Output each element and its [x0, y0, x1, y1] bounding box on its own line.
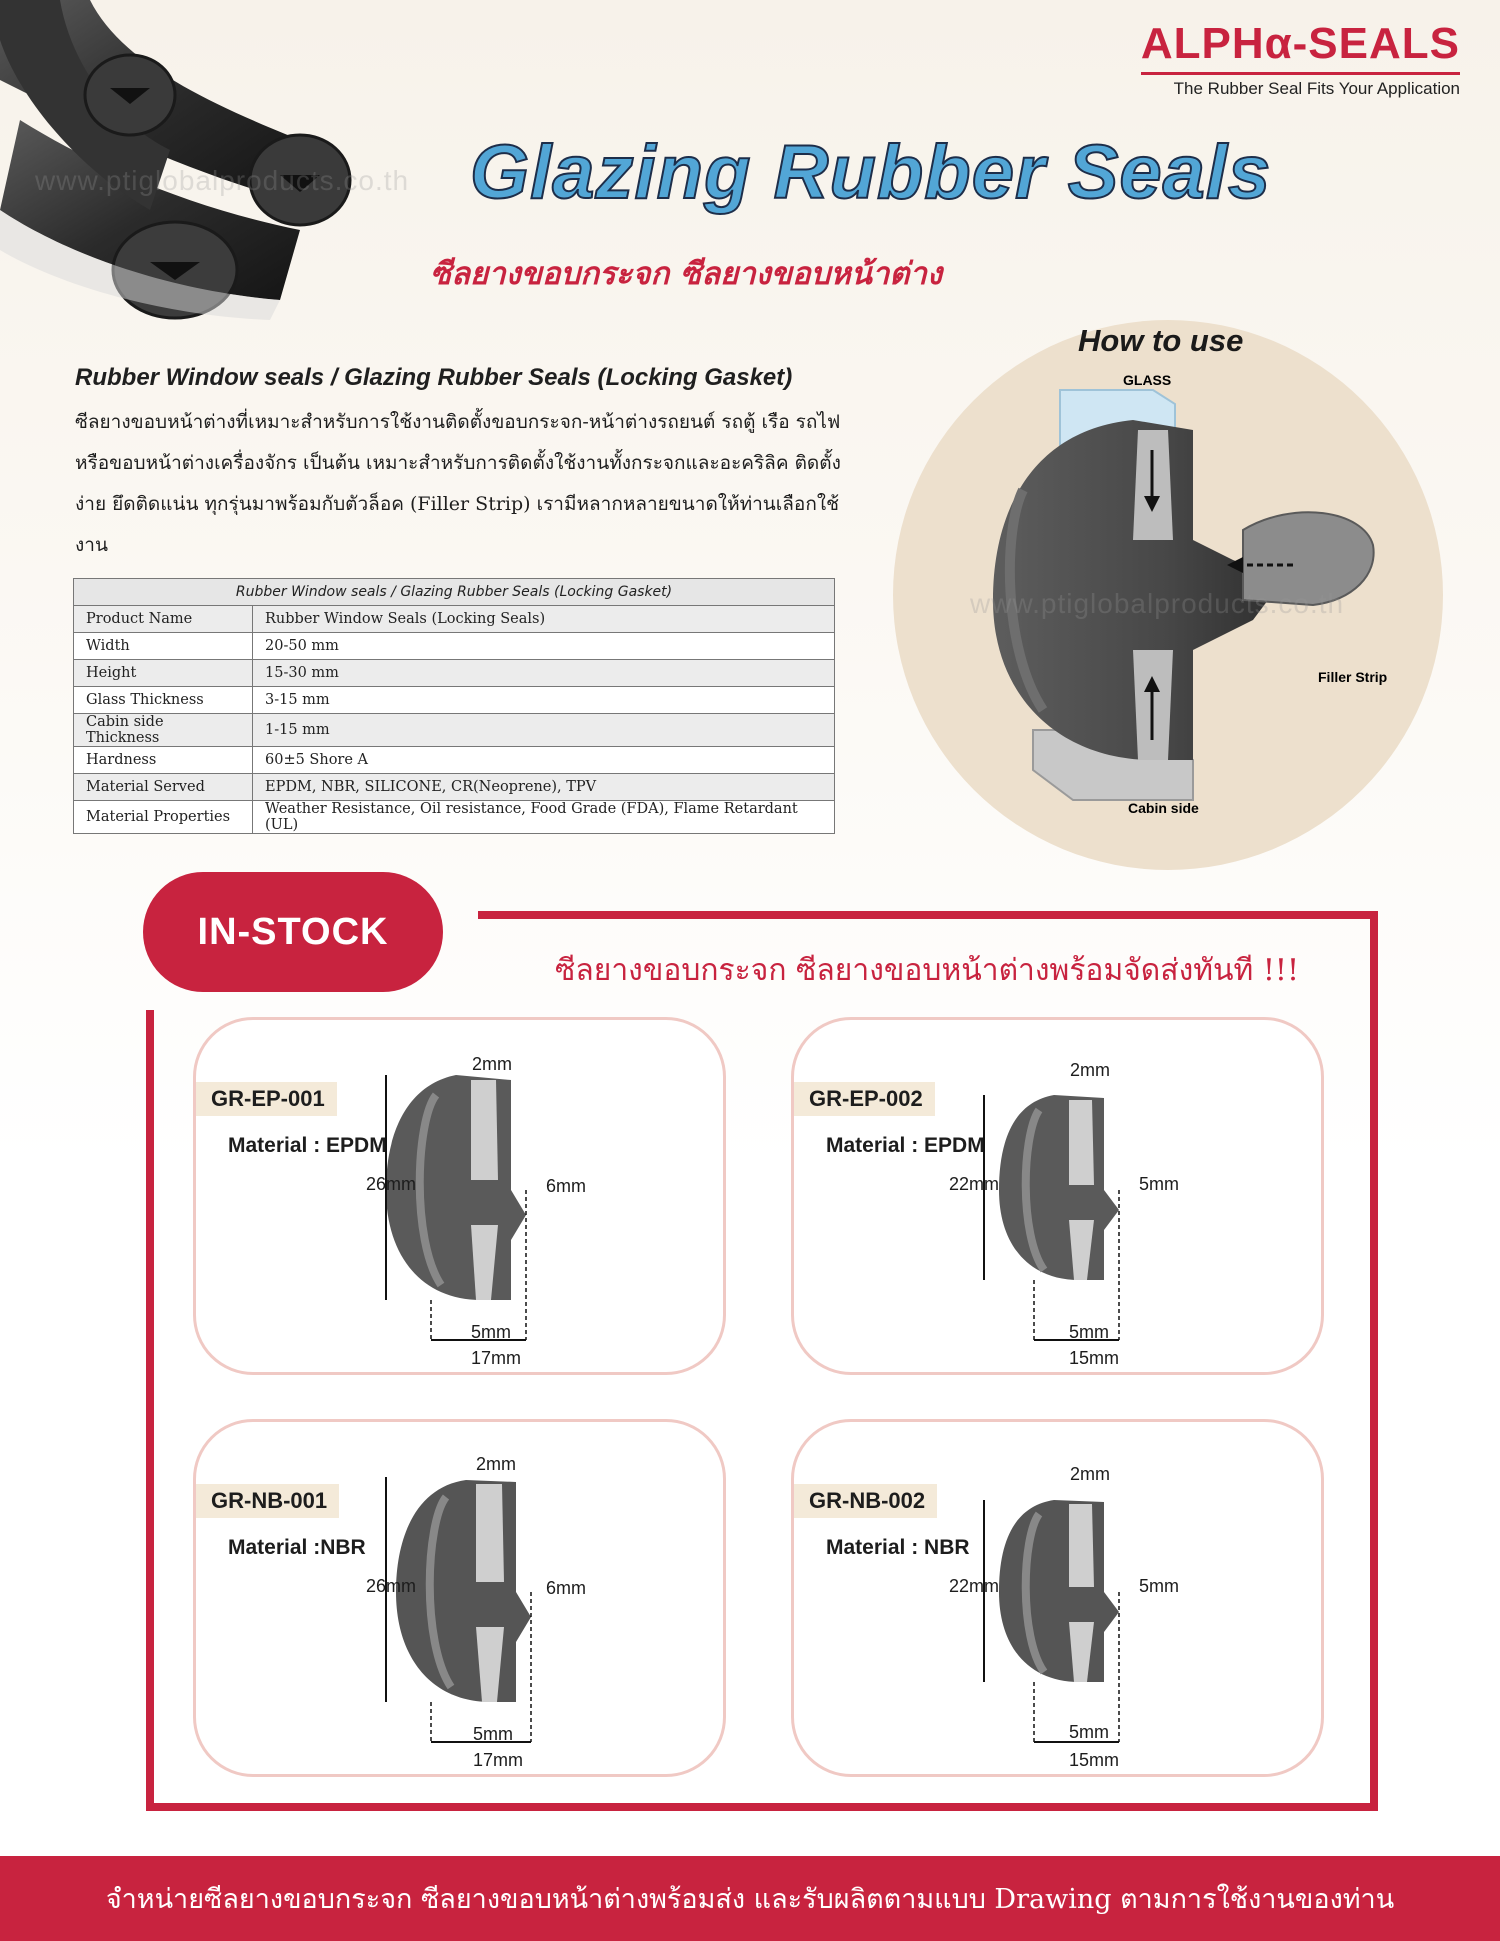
brand-name: ALPHα-SEALS: [1140, 19, 1460, 68]
footer-text: จำหน่ายซีลยางขอบกระจก ซีลยางขอบหน้าต่างพร้อมส่ง และรับผลิตตามแบบ Drawing ตามการใช้งานของท่าน: [105, 1884, 1395, 1915]
dim-width: 17mm: [473, 1750, 524, 1770]
spec-label: Height: [74, 660, 253, 687]
page-title: Glazing Rubber Seals: [470, 130, 1272, 215]
cabin-side-label: Cabin side: [1128, 800, 1199, 816]
spec-row: [74, 660, 835, 687]
product-code: GR-NB-002: [794, 1484, 937, 1518]
spec-row: [74, 801, 835, 834]
spec-label: Glass Thickness: [74, 687, 253, 714]
spec-label: Material Properties: [74, 801, 253, 834]
spec-row: [74, 774, 835, 801]
product-profile-drawing: [949, 1040, 1304, 1368]
spec-table: [73, 578, 835, 834]
instock-badge: IN-STOCK: [143, 872, 443, 992]
dim-side: 6mm: [546, 1578, 586, 1598]
instock-note: ซีลยางขอบกระจก ซีลยางขอบหน้าต่างพร้อมจัดส่งทันที !!!: [555, 953, 1300, 988]
watermark-text: www.ptiglobalproducts.co.th: [35, 165, 410, 196]
spec-table-caption-row: [74, 579, 835, 606]
spec-value: 60±5 Shore A: [253, 747, 835, 774]
dim-height: 26mm: [366, 1174, 417, 1194]
intro-body: ซีลยางขอบหน้าต่างที่เหมาะสำหรับการใช้งานติดตั้งขอบกระจก-หน้าต่างรถยนต์ รถตู้ เรือ รถไฟ หรือขอบหน้าต่างเครื่องจักร เป็นต้น เหมาะสำหรับการติดตั้งใช้งานทั้งกระจกและอะคริลิค ติดตั้งง่าย ยึดติดแน่น ทุกรุ่นมาพร้อมกับตัวล็อค (Filler Strip) เรามีหลากหลายขนาดให้ท่านเลือกใช้งาน: [75, 411, 841, 556]
brand-logo: [1140, 19, 1460, 99]
dim-side: 5mm: [1139, 1576, 1179, 1596]
spec-label: Cabin side Thickness: [74, 714, 253, 747]
how-to-use-title: How to use: [1078, 323, 1244, 358]
dim-width: 15mm: [1069, 1348, 1120, 1368]
product-card: [791, 1017, 1324, 1375]
dim-top: 2mm: [476, 1454, 516, 1474]
brand-tagline: The Rubber Seal Fits Your Application: [1173, 79, 1460, 98]
glass-label: GLASS: [1123, 372, 1172, 388]
product-profile-drawing: [366, 1442, 706, 1770]
footer-banner: [0, 1856, 1500, 1941]
spec-value: EPDM, NBR, SILICONE, CR(Neoprene), TPV: [253, 774, 835, 801]
spec-label: Product Name: [74, 606, 253, 633]
dim-bottom: 5mm: [1069, 1722, 1109, 1742]
product-material: Material : EPDM: [228, 1134, 387, 1157]
dim-bottom: 5mm: [473, 1724, 513, 1744]
spec-value: 1-15 mm: [253, 714, 835, 747]
dim-top: 2mm: [472, 1054, 512, 1074]
product-material: Material : EPDM: [826, 1134, 985, 1157]
spec-value: 3-15 mm: [253, 687, 835, 714]
spec-label: Hardness: [74, 747, 253, 774]
spec-label: Material Served: [74, 774, 253, 801]
dim-top: 2mm: [1070, 1060, 1110, 1080]
dim-side: 6mm: [546, 1176, 586, 1196]
product-card: [791, 1419, 1324, 1777]
spec-table-caption: Rubber Window seals / Glazing Rubber Seals (Locking Gasket): [74, 579, 835, 606]
dim-top: 2mm: [1070, 1464, 1110, 1484]
dim-side: 5mm: [1139, 1174, 1179, 1194]
spec-row: [74, 633, 835, 660]
thai-subtitle: ซีลยางขอบกระจก ซีลยางขอบหน้าต่าง: [430, 256, 942, 292]
spec-label: Width: [74, 633, 253, 660]
product-card: [193, 1419, 726, 1777]
filler-strip-label: Filler Strip: [1318, 669, 1388, 685]
spec-value: Rubber Window Seals (Locking Seals): [253, 606, 835, 633]
product-code: GR-EP-001: [196, 1082, 337, 1116]
instock-frame-right: [1370, 911, 1378, 1811]
product-material: Material :NBR: [228, 1536, 366, 1559]
spec-row: [74, 687, 835, 714]
spec-row: [74, 747, 835, 774]
dim-bottom: 5mm: [471, 1322, 511, 1342]
product-code: GR-NB-001: [196, 1484, 339, 1518]
spec-value: Weather Resistance, Oil resistance, Food Grade (FDA), Flame Retardant (UL): [253, 801, 835, 834]
intro-heading: Rubber Window seals / Glazing Rubber Seals (Locking Gasket): [75, 364, 793, 391]
product-card: [193, 1017, 726, 1375]
dim-height: 22mm: [949, 1174, 1000, 1194]
watermark-text: www.ptiglobalproducts.co.th: [970, 588, 1345, 619]
dim-height: 26mm: [366, 1576, 417, 1596]
instock-frame-left: [146, 1010, 154, 1810]
brand-rule: [1141, 72, 1460, 75]
spec-value: 20-50 mm: [253, 633, 835, 660]
product-profile-drawing: [949, 1442, 1304, 1770]
spec-value: 15-30 mm: [253, 660, 835, 687]
product-code: GR-EP-002: [794, 1082, 935, 1116]
instock-frame-bottom: [146, 1803, 1378, 1811]
dim-height: 22mm: [949, 1576, 1000, 1596]
dim-bottom: 5mm: [1069, 1322, 1109, 1342]
dim-width: 17mm: [471, 1348, 522, 1368]
spec-row: [74, 714, 835, 747]
instock-frame-top: [478, 911, 1378, 919]
product-profile-drawing: [366, 1040, 706, 1368]
spec-row: [74, 606, 835, 633]
product-material: Material : NBR: [826, 1536, 970, 1559]
dim-width: 15mm: [1069, 1750, 1120, 1770]
